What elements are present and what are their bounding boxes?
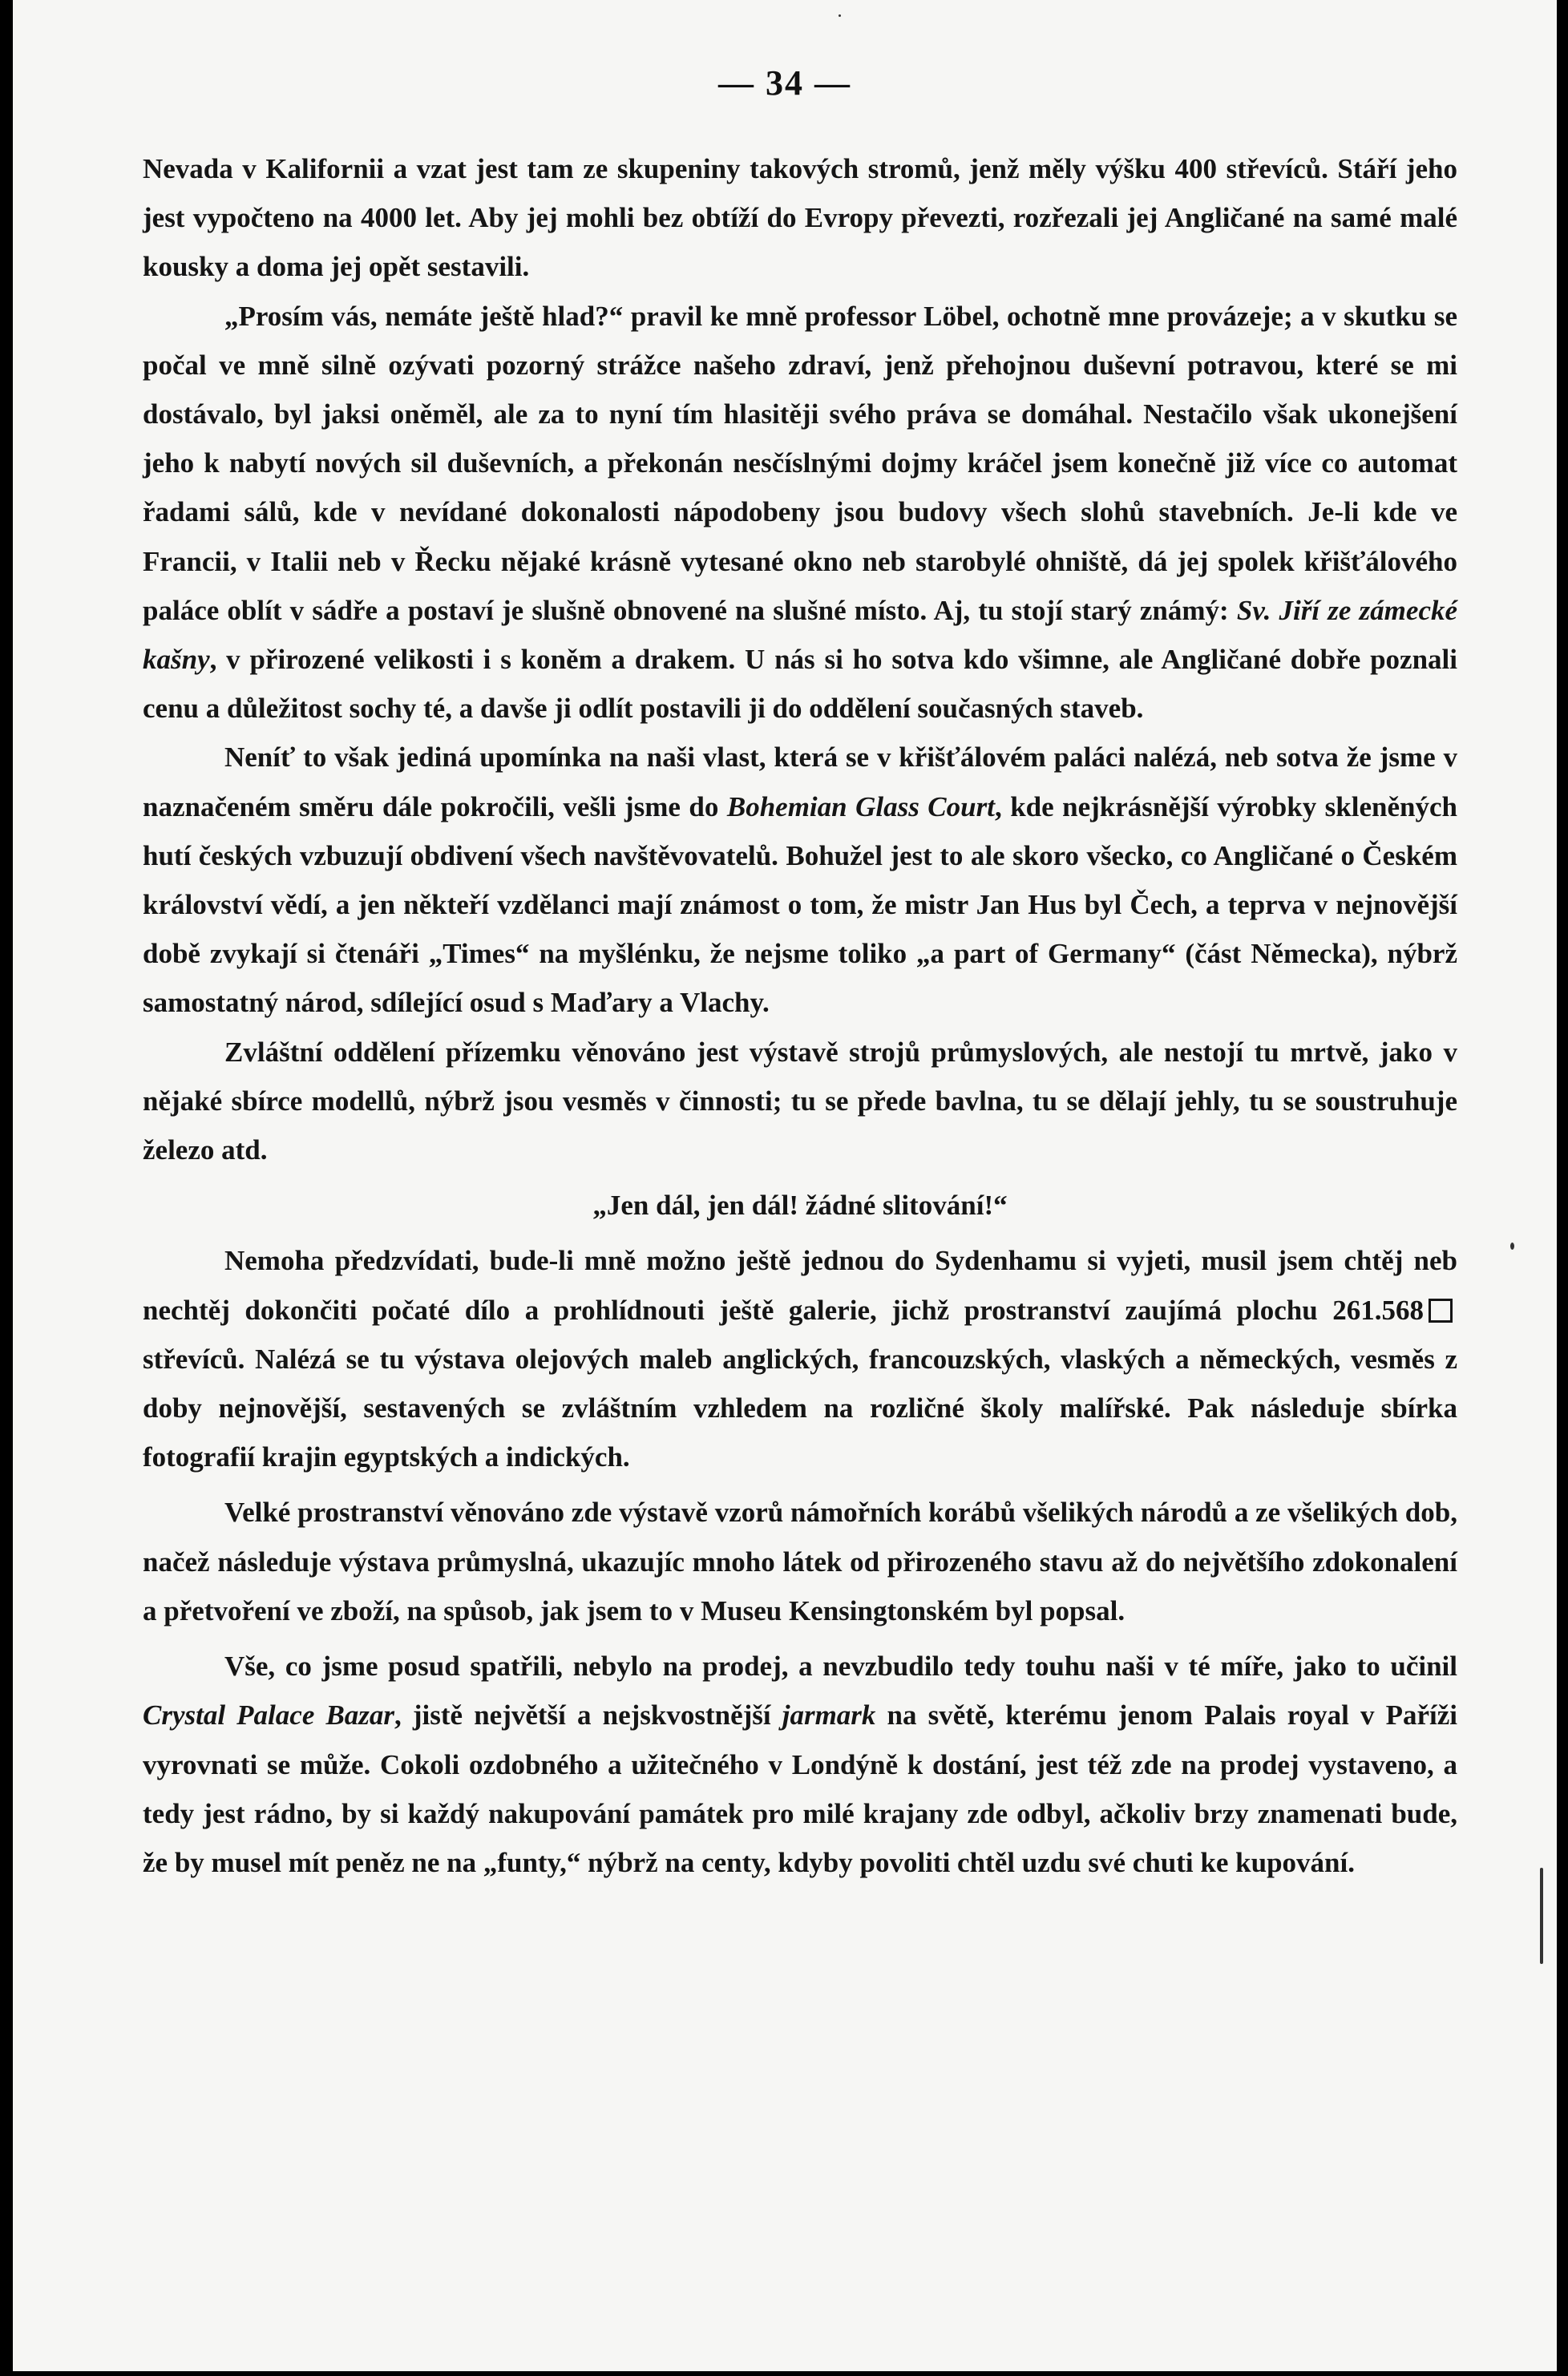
paragraph	[143, 292, 1457, 733]
square-unit-icon	[1429, 1299, 1453, 1323]
text-run: „Prosím vás, nemáte ještě hlad?“ pravil ke mně professor Löbel, ochotně mne provázeje; a v skutku se počal ve mně silně ozývati pozorný strážce našeho zdraví, jenž přehojnou duševní potravou, které se mi dostávalo, byl jaksi oněměl, ale za to nyní tím hlasitěji svého práva se domáhal. Nestačilo však ukonejšení jeho k nabytí nových sil duševních, a překonán nesčíslnými dojmy kráčel jsem konečně již více co automat řadami sálů, kde v nevídané dokonalosti nápodobeny jsou budovy všech slohů stavebních. Je-li kde ve Francii, v Italii neb v Řecku nějaké krásně vytesané okno neb starobylé ohniště, dá jej spolek křišťálového paláce oblít v sádře a postaví je slušně obnovené na slušné místo. Aj, tu stojí starý známý:	[143, 300, 1457, 626]
paragraph	[143, 733, 1457, 1027]
text-run: Nevada v Kalifornii a vzat jest tam ze skupeniny takových stromů, jenž měly výšku 400 střevíců. Stáří jeho jest vypočteno na 4000 let. Aby jej mohli bez obtíží do Evropy převezti, rozřezali jej Angličané na samé malé kousky a doma jej opět sestavili.	[143, 153, 1457, 283]
text-run: Velké prostranství věnováno zde výstavě vzorů námořních korábů všelikých národů a ze všelikých dob, načež následuje výstava průmyslná, ukazujíc mnoho látek od přirozeného stavu až do největšího zdokonalení a přetvoření ve zboží, na spůsob, jak jsem to v Museu Kensingtonském byl popsal.	[143, 1497, 1457, 1626]
paragraph	[143, 144, 1457, 292]
scan-speck	[1540, 1868, 1543, 1964]
paragraph-quote	[143, 1181, 1457, 1230]
page-text	[143, 144, 1457, 1887]
text-run: Zvláštní oddělení přízemku věnováno jest výstavě strojů průmyslových, ale nestojí tu mrtvě, jako v nějaké sbírce modellů, nýbrž jsou vesměs v činnosti; tu se přede bavlna, tu se dělají jehly, tu se soustruhuje železo atd.	[143, 1036, 1457, 1166]
book-page	[13, 0, 1557, 2371]
italic-term: Sv. Jiří ze zámecké kašny	[143, 594, 1458, 676]
scan-speck	[1510, 1243, 1514, 1250]
text-run: střevíců. Nalézá se tu výstava olejových maleb anglických, francouzských, vlaských a německých, vesměs z doby nejnovější, sestavených se zvláštním vzhledem na rozličné školy malířské. Pak následuje sbírka fotografií krajin egyptských a indických.	[143, 1343, 1457, 1473]
italic-term: Crystal Palace Bazar	[143, 1699, 395, 1731]
text-run: , v přirozené velikosti i s koněm a drakem. U nás si ho sotva kdo všimne, ale Angličané dobře poznali cenu a důležitost sochy té, a davše ji odlít postavili ji do oddělení současných staveb.	[143, 644, 1457, 725]
scan-speck	[839, 14, 841, 17]
text-run: Neníť to však jediná upomínka na naši vlast, která se v křišťálovém paláci nalézá, neb sotva že jsme v naznačeném směru dále pokročili, vešli jsme do	[143, 741, 1457, 822]
italic-term: Bohemian Glass Court	[726, 790, 995, 822]
paragraph	[143, 1488, 1457, 1635]
text-run: , kde nejkrásnější výrobky skleněných hutí českých vzbuzují obdivení všech navštěvovatelů. Bohužel jest to ale skoro všecko, co Angličané o Českém království vědí, a jen někteří vzdělanci mají známost o tom, že mistr Jan Hus byl Čech, a teprva v nejnovější době zvykají si čtenáři „Times“ na myšlénku, že nejsme toliko „a part of Germany“ (část Německa), nýbrž samostatný národ, sdílející osud s Maďary a Vlachy.	[143, 790, 1457, 1019]
text-run: na světě, kterému jenom Palais royal v Paříži vyrovnati se může. Cokoli ozdobného a užitečného v Londýně k dostání, jest též zde na prodej vystaveno, a tedy jest rádno, by si každý nakupování památek pro milé krajany zde odbyl, ačkoliv brzy znamenati bude, že by musel mít peněz ne na „funty,“ nýbrž na centy, kdyby povoliti chtěl uzdu své chuti ke kupování.	[143, 1699, 1457, 1878]
text-run: , jistě největší a nejskvostnější	[394, 1699, 782, 1731]
text-run: Vše, co jsme posud spatřili, nebylo na prodej, a nevzbudilo tedy touhu naši v té míře, jako to učinil	[224, 1651, 1457, 1683]
paragraph	[143, 1236, 1457, 1481]
text-run: „Jen dál, jen dál! žádné slitování!“	[592, 1190, 1008, 1222]
text-run: Nemoha předzvídati, bude-li mně možno ještě jednou do Sydenhamu si vyjeti, musil jsem chtěj neb nechtěj dokončiti počaté dílo a prohlídnouti ještě galerie, jichž prostranství zaujímá plochu 261.568	[143, 1245, 1457, 1326]
italic-term: jarmark	[782, 1699, 876, 1731]
paragraph	[143, 1028, 1457, 1175]
page-number: — 34 —	[718, 63, 851, 103]
paragraph	[143, 1642, 1457, 1887]
